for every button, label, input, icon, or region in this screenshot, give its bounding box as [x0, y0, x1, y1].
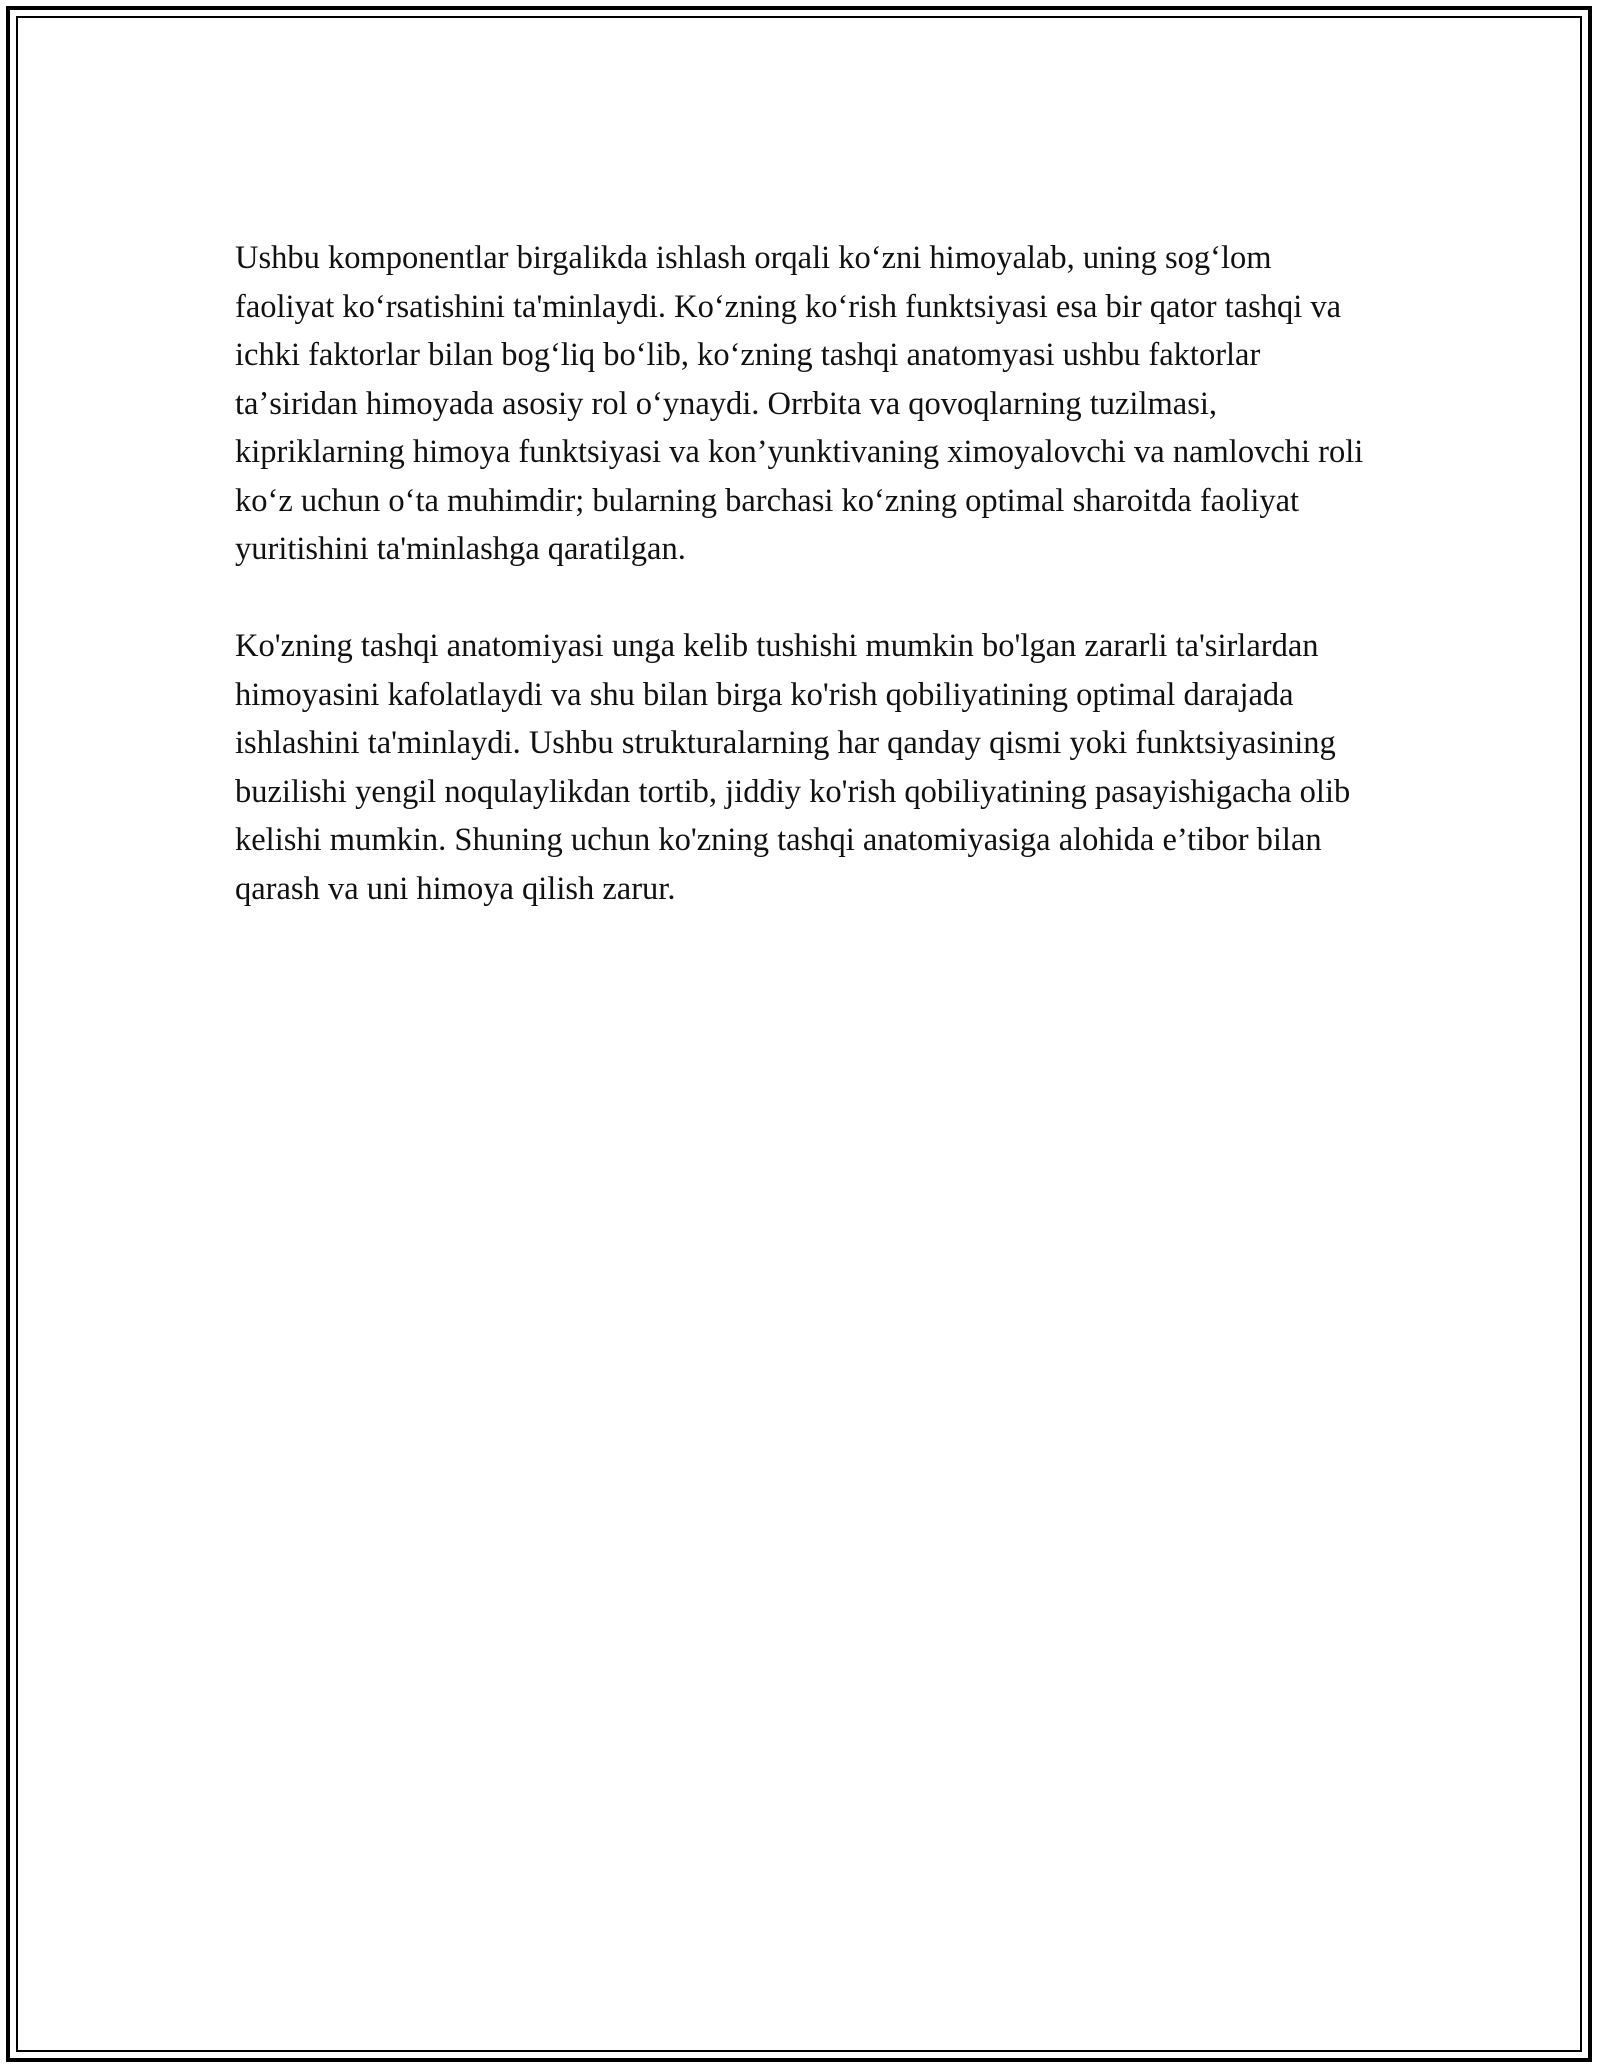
- document-body: [235, 234, 1365, 913]
- paragraph-1: Ushbu komponentlar birgalikda ishlash orqali koʻzni himoyalab, uning sogʻlom faoliyat koʻrsatishini ta'minlaydi. Koʻzning koʻrish funktsiyasi esa bir qator tashqi va ichki faktorlar bilan bogʻliq boʻlib, koʻzning tashqi anatomyasi ushbu faktorlar taʼsiridan himoyada asosiy rol oʻynaydi. Orrbita va qovoqlarning tuzilmasi, kipriklarning himoya funktsiyasi va kon’yunktivaning ximoyalovchi va namlovchi roli koʻz uchun oʻta muhimdir; bularning barchasi koʻzning optimal sharoitda faoliyat yuritishini ta'minlashga qaratilgan.: [235, 240, 1364, 567]
- paragraph-2: Ko'zning tashqi anatomiyasi unga kelib tushishi mumkin bo'lgan zararli ta'sirlardan himoyasini kafolatlaydi va shu bilan birga ko'rish qobiliyatining optimal darajada ishlashini ta'minlaydi. Ushbu strukturalarning har qanday qismi yoki funktsiyasining buzilishi yengil noqulaylikdan tortib, jiddiy ko'rish qobiliyatining pasayishigacha olib kelishi mumkin. Shuning uchun ko'zning tashqi anatomiyasiga alohida e’tibor bilan qarash va uni himoya qilish zarur.: [235, 628, 1351, 907]
